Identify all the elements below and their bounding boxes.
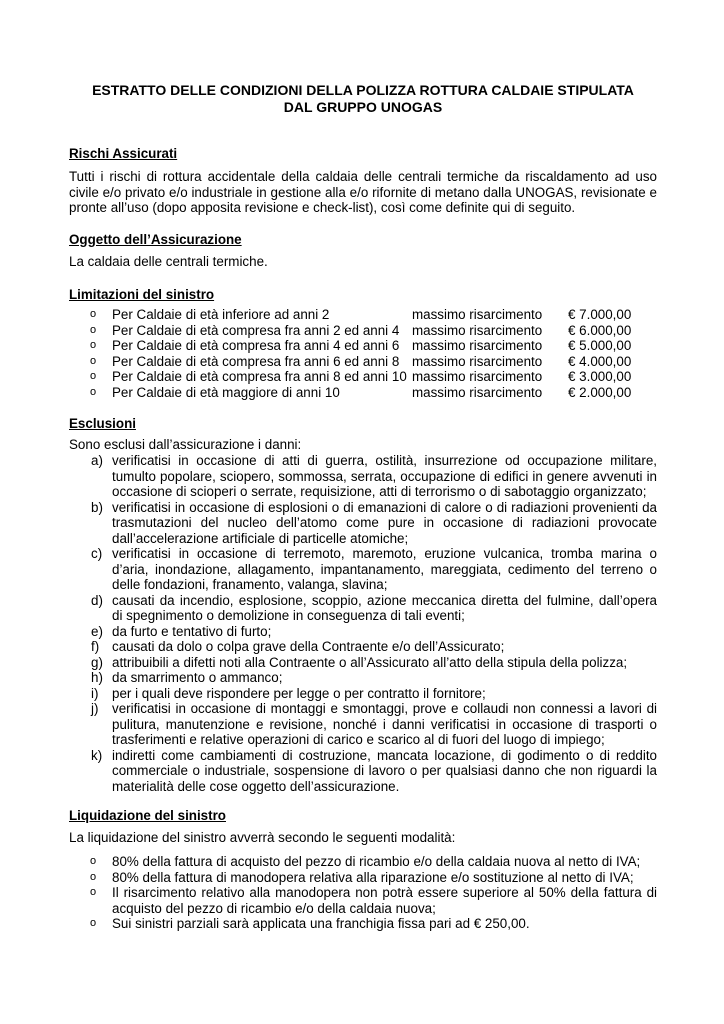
limitazione-amount: € 2.000,00 [568,384,632,400]
liquidazione-line: 80% della fattura di manodopera relativa alla riparazione e/o sostituzione al netto di IVA; [112,869,634,885]
esclusione-item [69,670,657,686]
esclusione-letter: e) [91,623,103,639]
esclusione-item [69,639,657,655]
esclusione-line: commerciale o industriale, sospensione di lavoro o per qualsiasi danno che non riguardi la [112,763,657,778]
esclusione-letter: b) [91,499,103,515]
esclusione-line: per i quali deve rispondere per legge o per contratto il fornitore; [112,685,486,701]
limitazioni-list [69,307,657,400]
esclusione-line: attribuibili a difetti noti alla Contraente o all’Assicurato all’atto della stipula della polizza; [112,654,628,670]
esclusione-line: causati da incendio, esplosione, scoppio, azione meccanica diretta del fulmine, dall’opera [112,592,657,608]
title-line-1: ESTRATTO DELLE CONDIZIONI DELLA POLIZZA ROTTURA CALDAIE STIPULATA [92,82,634,98]
limitazione-row [69,385,657,401]
esclusione-letter: a) [91,453,103,468]
oggetto-heading: Oggetto dell’Assicurazione [69,232,242,247]
esclusione-item [69,748,657,795]
limitazione-label: massimo risarcimento [412,322,543,338]
limitazione-amount: € 6.000,00 [568,322,632,338]
esclusione-line: trasferimenti e relative operazioni di carico e scarico al di fuori del luogo di impiego; [112,732,605,747]
limitazione-amount: € 4.000,00 [568,353,632,369]
esclusione-line: causati da dolo o colpa grave della Contraente e/o dell’Assicurato; [112,639,505,654]
esclusione-item [69,701,657,748]
rischi-line: pronte all’uso (dopo apposita revisione e check-list), così come definite qui di seguito. [69,200,576,215]
rischi-line: Tutti i rischi di rottura accidentale della caldaia delle centrali termiche da riscaldamento ad uso [69,169,657,184]
esclusione-letter: f) [91,639,100,654]
esclusione-line: materialità delle cose oggetto dell’assicurazione. [112,778,400,794]
limitazione-row [69,338,657,354]
bullet-marker: o [90,886,97,898]
esclusione-line: d’aria, inondazione, allagamento, impantanamento, mareggiata, cedimento del terreno o [112,561,657,577]
limitazione-desc: Per Caldaie di età maggiore di anni 10 [112,384,340,400]
limitazione-label: massimo risarcimento [412,353,543,369]
esclusioni-list [69,453,657,794]
bullet-marker: o [90,855,97,867]
liquidazione-line: 80% della fattura di acquisto del pezzo di ricambio e/o della caldaia nuova al netto di IVA; [112,854,641,869]
bullet-marker: o [90,339,97,351]
esclusione-item [69,624,657,640]
esclusione-line: verificatisi in occasione di montaggi e smontaggi, prove e collaudi non connessi a lavori di [112,701,657,716]
esclusione-line: dall’accelerazione artificiale di particelle atomiche; [112,530,409,546]
liquidazione-intro: La liquidazione del sinistro avverrà secondo le seguenti modalità: [69,830,456,845]
title-line-2: DAL GRUPPO UNOGAS [283,99,443,115]
esclusione-letter: i) [91,685,99,701]
limitazione-label: massimo risarcimento [412,307,543,322]
esclusioni-intro: Sono esclusi dall’assicurazione i danni: [69,437,302,452]
bullet-marker: o [90,870,97,883]
limitazione-label: massimo risarcimento [412,384,543,400]
liquidazione-list [69,854,657,932]
bullet-marker: o [90,323,97,336]
limitazione-desc: Per Caldaie di età compresa fra anni 8 ed anni 10 [112,369,407,384]
esclusione-item [69,546,657,593]
limitazione-desc: Per Caldaie di età compresa fra anni 2 ed anni 4 [112,322,400,338]
esclusione-item [69,686,657,702]
document-title [69,82,657,116]
esclusione-letter: g) [91,654,103,670]
liquidazione-item [69,885,657,916]
rischi-heading: Rischi Assicurati [69,146,178,161]
limitazione-label: massimo risarcimento [412,338,543,353]
bullet-marker: o [90,354,97,367]
esclusione-line: da furto e tentativo di furto; [112,623,272,639]
limitazioni-heading: Limitazioni del sinistro [69,287,215,302]
limitazione-row [69,354,657,370]
bullet-marker: o [90,385,97,398]
limitazione-desc: Per Caldaie di età inferiore ad anni 2 [112,307,330,322]
esclusione-line: trasmutazioni del nucleo dell’atomo come pure in occasione di radiazioni provocate [112,515,657,530]
esclusione-item [69,593,657,624]
bullet-marker: o [90,370,97,382]
esclusione-item [69,655,657,671]
esclusioni-heading: Esclusioni [69,416,136,431]
limitazione-row [69,369,657,385]
limitazione-amount: € 5.000,00 [568,338,632,353]
liquidazione-line: Il risarcimento relativo alla manodopera non potrà essere superiore al 50% della fattura di [112,885,657,900]
liquidazione-line: Sui sinistri parziali sarà applicata una franchigia fissa pari ad € 250,00. [112,916,530,931]
rischi-line: civile e/o privato e/o industriale in gestione alla e/o rifornite di metano dalla UNOGAS, revisionate e [69,184,657,200]
esclusione-line: di spegnimento o demolizione in conseguenza di tali eventi; [112,608,465,623]
liquidazione-item [69,916,657,932]
bullet-marker: o [90,308,97,320]
limitazione-desc: Per Caldaie di età compresa fra anni 6 ed anni 8 [112,353,400,369]
esclusione-line: verificatisi in occasione di atti di guerra, ostilità, insurrezione od occupazione militare, [112,453,657,468]
esclusione-item [69,453,657,500]
esclusione-letter: d) [91,592,103,608]
limitazione-desc: Per Caldaie di età compresa fra anni 4 ed anni 6 [112,338,400,353]
liquidazione-heading: Liquidazione del sinistro [69,808,226,823]
liquidazione-item [69,854,657,870]
oggetto-text: La caldaia delle centrali termiche. [69,254,268,269]
limitazione-label: massimo risarcimento [412,369,543,384]
limitazione-row [69,307,657,323]
esclusione-letter: k) [91,747,103,763]
esclusione-line: verificatisi in occasione di terremoto, maremoto, eruzione vulcanica, tromba marina o [112,546,657,561]
esclusione-line: da smarrimento o ammanco; [112,670,283,685]
bullet-marker: o [90,917,97,929]
esclusione-letter: c) [91,546,103,561]
esclusione-letter: j) [91,701,99,716]
esclusione-line: indiretti come cambiamenti di costruzione, mancata locazione, di godimento o di reddito [112,747,657,763]
esclusione-item [69,500,657,547]
limitazione-amount: € 7.000,00 [568,307,632,322]
limitazione-row [69,323,657,339]
rischi-paragraph [69,169,657,216]
esclusione-line: verificatisi in occasione di esplosioni o di emanazioni di calore o di radiazioni provenienti da [112,499,657,515]
esclusione-line: occasione di scioperi o serrate, requisizione, atti di terrorismo o di sabotaggio organizzato; [112,484,647,499]
esclusione-line: pulitura, manutenzione e revisione, nonché i danni verificatisi in occasione di trasporti o [112,716,657,732]
esclusione-line: delle fondazioni, franamento, valanga, slavina; [112,577,388,592]
esclusione-line: tumulto popolare, sciopero, sommossa, serrata, occupazione di edifici in genere avvenuti in [112,468,657,484]
esclusione-letter: h) [91,670,103,685]
liquidazione-item [69,870,657,886]
limitazione-amount: € 3.000,00 [568,369,632,384]
liquidazione-line: acquisto del pezzo di ricambio e/o della caldaia nuova; [112,900,436,916]
